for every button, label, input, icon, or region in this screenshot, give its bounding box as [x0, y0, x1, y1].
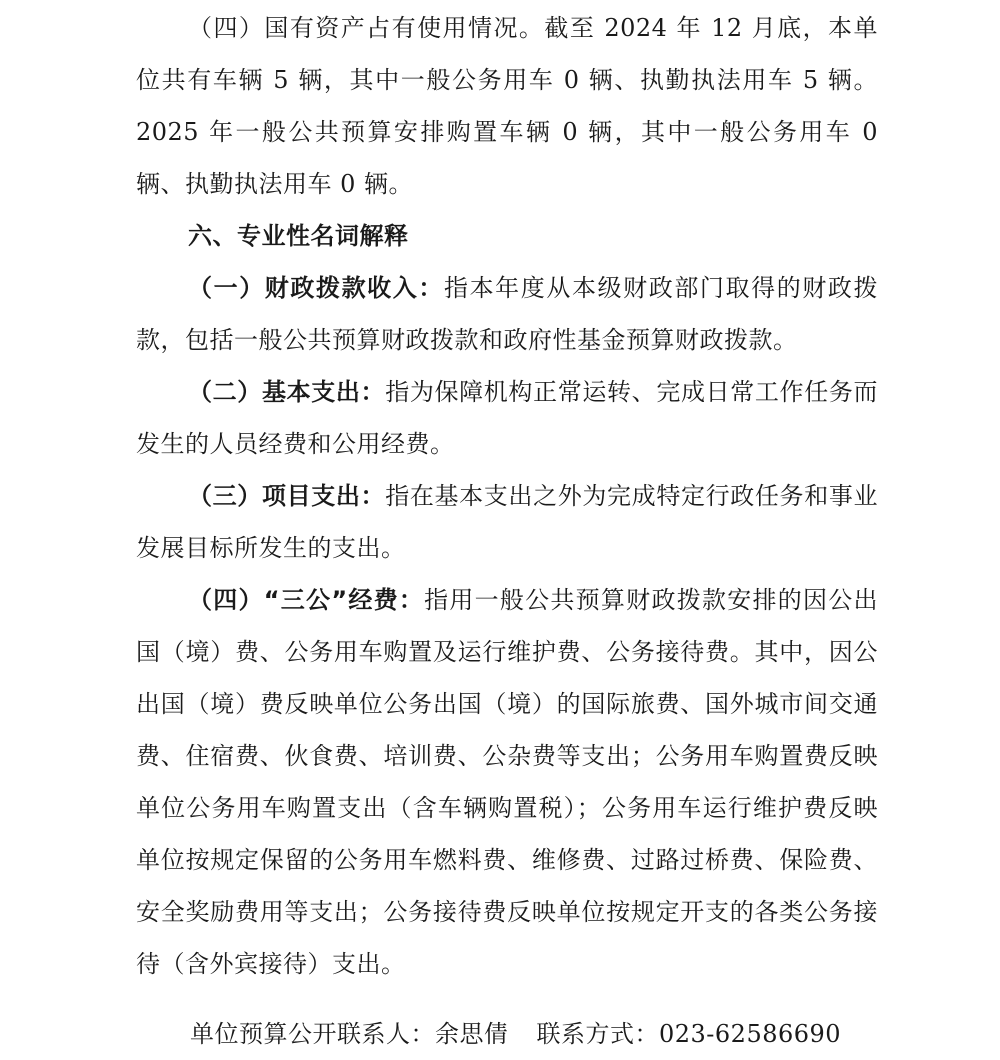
contact-footer	[190, 1008, 841, 1060]
assets-label: （四）国有资产占有使用情况。	[188, 14, 545, 42]
assets-paragraph	[136, 2, 878, 210]
glossary-item-three-public-expenses	[136, 574, 878, 990]
glossary-term: （四）“三公”经费：	[188, 586, 425, 614]
contact-person: 单位预算公开联系人：余思倩	[190, 1020, 509, 1048]
glossary-term: （二）基本支出：	[188, 378, 386, 406]
glossary-item-basic-expenditure	[136, 366, 878, 470]
glossary-heading: 六、专业性名词解释	[188, 222, 409, 250]
contact-phone: 联系方式：023-62586690	[536, 1020, 842, 1048]
assets-body: 截至 2024 年 12 月底，本单位共有车辆 5 辆，其中一般公务用车 0 辆、执勤执法用车 5 辆。2025 年一般公共预算安排购置车辆 0 辆，其中一般公务用车 0 辆、执勤执法用车 0 辆。	[136, 14, 879, 198]
glossary-item-fiscal-appropriation	[136, 262, 878, 366]
glossary-definition: 指在基本支出之外为完成特定行政任务和事业发展目标所发生的支出。	[136, 482, 879, 562]
glossary-definition: 指本年度从本级财政部门取得的财政拨款，包括一般公共预算财政拨款和政府性基金预算财政拨款。	[136, 274, 879, 354]
glossary-item-project-expenditure	[136, 470, 878, 574]
glossary-definition: 指用一般公共预算财政拨款安排的因公出国（境）费、公务用车购置及运行维护费、公务接待费。其中，因公出国（境）费反映单位公务出国（境）的国际旅费、国外城市间交通费、住宿费、伙食费、培训费、公杂费等支出；公务用车购置费反映单位公务用车购置支出（含车辆购置税）；公务用车运行维护费反映单位按规定保留的公务用车燃料费、维修费、过路过桥费、保险费、安全奖励费用等支出；公务接待费反映单位按规定开支的各类公务接待（含外宾接待）支出。	[136, 586, 879, 978]
glossary-term: （三）项目支出：	[188, 482, 386, 510]
glossary-term: （一）财政拨款收入：	[188, 274, 444, 302]
glossary-definition: 指为保障机构正常运转、完成日常工作任务而发生的人员经费和公用经费。	[136, 378, 879, 458]
document-page	[136, 2, 878, 990]
